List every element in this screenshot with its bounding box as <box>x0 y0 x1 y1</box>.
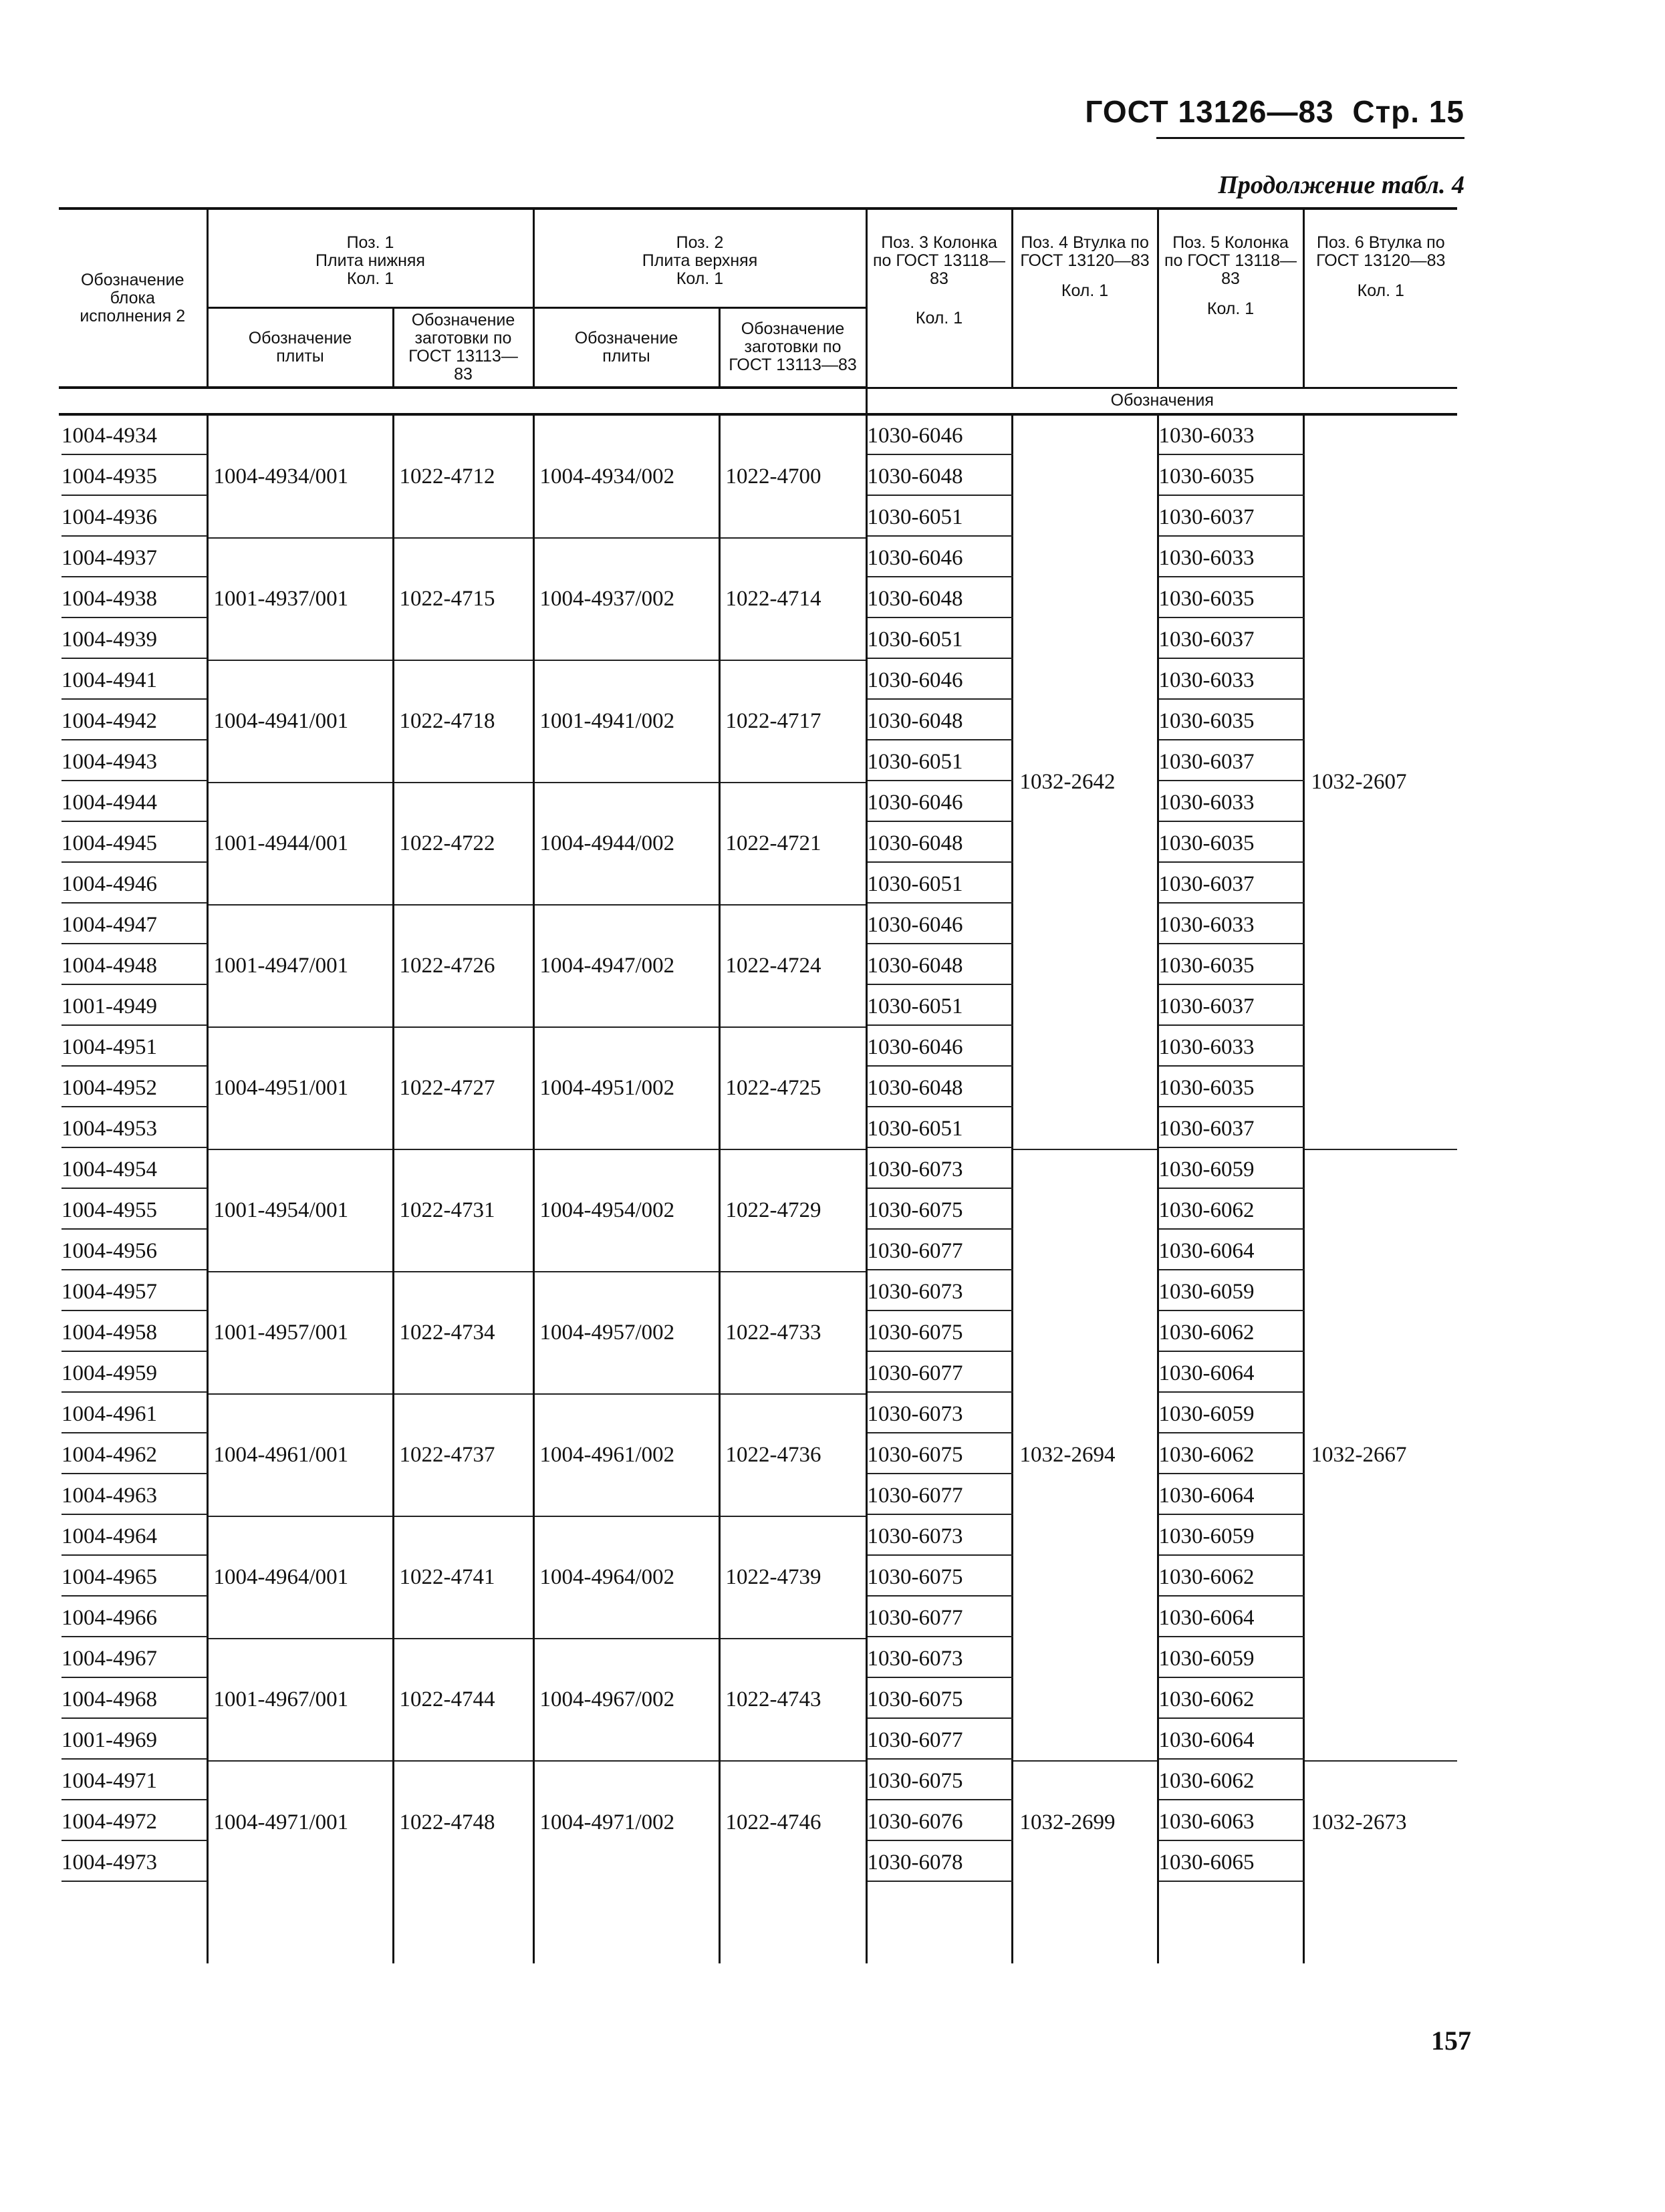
pos3-code: 1030-6077 <box>866 1476 1012 1516</box>
pos5-code: 1030-6065 <box>1158 1842 1303 1883</box>
block-designation: 1004-4966 <box>59 1598 207 1639</box>
pos2-blank-code: 1022-4729 <box>719 1149 866 1272</box>
pos1-plate-designation: Обозначение плиты <box>207 307 393 388</box>
pos1-blank-code: 1022-4726 <box>393 905 533 1027</box>
pos5-code: 1030-6033 <box>1158 660 1303 701</box>
pos5-code: 1030-6062 <box>1158 1557 1303 1598</box>
standard-number: ГОСТ 13126—83 <box>1085 94 1334 129</box>
pos3-code: 1030-6051 <box>866 1109 1012 1149</box>
pos1-plate-code: 1001-4937/001 <box>207 538 393 660</box>
pos2-plate-code: 1004-4957/002 <box>533 1272 719 1394</box>
block-designation: 1001-4949 <box>59 986 207 1027</box>
pos2-plate-code: 1004-4954/002 <box>533 1149 719 1272</box>
designations-label: Обозначения <box>866 388 1457 414</box>
table-row <box>59 1149 1457 1190</box>
pos5-code: 1030-6064 <box>1158 1598 1303 1639</box>
block-designation: 1004-4952 <box>59 1068 207 1109</box>
header-rule <box>1156 137 1464 139</box>
pos2-blank-code: 1022-4743 <box>719 1639 866 1761</box>
pos2-blank-code: 1022-4725 <box>719 1027 866 1149</box>
pos1-blank-code: 1022-4727 <box>393 1027 533 1149</box>
pos3-code: 1030-6051 <box>866 497 1012 538</box>
pos5-code: 1030-6035 <box>1158 823 1303 864</box>
pos1-plate-code: 1004-4934/001 <box>207 414 393 538</box>
table-body <box>59 414 1457 1963</box>
pos2-blank-code: 1022-4733 <box>719 1272 866 1394</box>
pos6-header: Поз. 6 Втулка по ГОСТ 13120—83 Кол. 1 <box>1303 209 1457 388</box>
pos3-code: 1030-6078 <box>866 1842 1012 1883</box>
pos1-plate-code: 1004-4971/001 <box>207 1761 393 1883</box>
pos5-code: 1030-6059 <box>1158 1516 1303 1557</box>
block-designation: 1004-4954 <box>59 1149 207 1190</box>
block-designation: 1004-4937 <box>59 538 207 579</box>
pos5-code: 1030-6033 <box>1158 414 1303 456</box>
block-designation: 1004-4939 <box>59 619 207 660</box>
pos5-code: 1030-6037 <box>1158 986 1303 1027</box>
pos3-header: Поз. 3 Колонка по ГОСТ 13118—83 Кол. 1 <box>866 209 1012 388</box>
pos5-code: 1030-6059 <box>1158 1272 1303 1312</box>
pos5-code: 1030-6037 <box>1158 742 1303 783</box>
pos4-code: 1032-2694 <box>1012 1149 1158 1761</box>
table-row <box>59 1516 1457 1557</box>
block-designation: 1004-4935 <box>59 456 207 497</box>
pos2-plate-code: 1004-4961/002 <box>533 1394 719 1516</box>
block-designation: 1004-4956 <box>59 1231 207 1272</box>
block-designation: 1004-4947 <box>59 905 207 946</box>
block-designation: 1004-4953 <box>59 1109 207 1149</box>
table-row <box>59 1639 1457 1679</box>
pos1-plate-code: 1001-4957/001 <box>207 1272 393 1394</box>
table-head <box>59 209 1457 414</box>
pos5-code: 1030-6062 <box>1158 1435 1303 1476</box>
pos5-code: 1030-6064 <box>1158 1720 1303 1761</box>
block-designation: 1004-4934 <box>59 414 207 456</box>
table-row <box>59 905 1457 946</box>
pos3-code: 1030-6077 <box>866 1353 1012 1394</box>
pos2-blank-code: 1022-4721 <box>719 783 866 905</box>
pos5-code: 1030-6064 <box>1158 1353 1303 1394</box>
pos5-code: 1030-6059 <box>1158 1394 1303 1435</box>
page-number: 157 <box>1431 2026 1471 2056</box>
pos2-plate-code: 1004-4947/002 <box>533 905 719 1027</box>
pos3-code: 1030-6048 <box>866 579 1012 619</box>
pos2-blank-code: 1022-4746 <box>719 1761 866 1883</box>
block-designation: 1004-4938 <box>59 579 207 619</box>
pos3-code: 1030-6048 <box>866 701 1012 742</box>
pos6-code: 1032-2673 <box>1303 1761 1457 1883</box>
pos5-code: 1030-6037 <box>1158 1109 1303 1149</box>
block-designation: 1004-4971 <box>59 1761 207 1802</box>
table-row <box>59 1272 1457 1312</box>
block-designation: 1004-4957 <box>59 1272 207 1312</box>
pos2-blank-code: 1022-4739 <box>719 1516 866 1639</box>
pos1-blank-code: 1022-4741 <box>393 1516 533 1639</box>
pos5-code: 1030-6062 <box>1158 1312 1303 1353</box>
pos3-code: 1030-6051 <box>866 619 1012 660</box>
pos3-code: 1030-6048 <box>866 456 1012 497</box>
pos5-code: 1030-6033 <box>1158 1027 1303 1068</box>
block-designation: 1004-4967 <box>59 1639 207 1679</box>
pos5-code: 1030-6037 <box>1158 619 1303 660</box>
block-designation: 1004-4964 <box>59 1516 207 1557</box>
pos1-plate-code: 1001-4947/001 <box>207 905 393 1027</box>
pos2-plate-code: 1004-4951/002 <box>533 1027 719 1149</box>
block-designation: 1004-4968 <box>59 1679 207 1720</box>
pos3-code: 1030-6048 <box>866 823 1012 864</box>
pos5-header: Поз. 5 Колонка по ГОСТ 13118—83 Кол. 1 <box>1158 209 1303 388</box>
pos2-plate-code: 1004-4967/002 <box>533 1639 719 1761</box>
continuation-note: Продолжение табл. 4 <box>1218 171 1464 199</box>
pos3-code: 1030-6073 <box>866 1516 1012 1557</box>
pos5-code: 1030-6059 <box>1158 1149 1303 1190</box>
pos3-code: 1030-6076 <box>866 1802 1012 1842</box>
table-row <box>59 1394 1457 1435</box>
block-designation: 1004-4962 <box>59 1435 207 1476</box>
pos3-code: 1030-6075 <box>866 1679 1012 1720</box>
pos1-plate-code: 1004-4951/001 <box>207 1027 393 1149</box>
pos5-code: 1030-6035 <box>1158 456 1303 497</box>
pos1-plate-code: 1001-4944/001 <box>207 783 393 905</box>
table-row <box>59 660 1457 701</box>
pos5-code: 1030-6064 <box>1158 1476 1303 1516</box>
table-row <box>59 783 1457 823</box>
pos3-code: 1030-6051 <box>866 986 1012 1027</box>
pos3-code: 1030-6077 <box>866 1598 1012 1639</box>
block-designation: 1004-4963 <box>59 1476 207 1516</box>
page-label: Стр. 15 <box>1352 94 1464 129</box>
pos1-blank-code: 1022-4734 <box>393 1272 533 1394</box>
block-designation: 1004-4961 <box>59 1394 207 1435</box>
block-designation: 1004-4972 <box>59 1802 207 1842</box>
block-designation: 1004-4936 <box>59 497 207 538</box>
pos1-plate-code: 1001-4954/001 <box>207 1149 393 1272</box>
block-designation: 1004-4943 <box>59 742 207 783</box>
pos3-code: 1030-6051 <box>866 864 1012 905</box>
block-designation: 1004-4948 <box>59 946 207 986</box>
pos4-code: 1032-2699 <box>1012 1761 1158 1883</box>
block-designation: 1004-4965 <box>59 1557 207 1598</box>
pos2-plate-designation: Обозначение плиты <box>533 307 719 388</box>
table-row <box>59 414 1457 456</box>
pos1-plate-code: 1004-4941/001 <box>207 660 393 783</box>
pos3-code: 1030-6075 <box>866 1761 1012 1802</box>
pos5-code: 1030-6062 <box>1158 1190 1303 1231</box>
pos1-blank-code: 1022-4737 <box>393 1394 533 1516</box>
pos5-code: 1030-6037 <box>1158 864 1303 905</box>
pos3-code: 1030-6077 <box>866 1720 1012 1761</box>
pos2-blank-designation: Обозначение заготовки по ГОСТ 13113—83 <box>719 307 866 388</box>
pos5-code: 1030-6063 <box>1158 1802 1303 1842</box>
pos5-code: 1030-6062 <box>1158 1761 1303 1802</box>
pos5-code: 1030-6035 <box>1158 1068 1303 1109</box>
pos6-code: 1032-2667 <box>1303 1149 1457 1761</box>
pos2-plate-code: 1004-4937/002 <box>533 538 719 660</box>
pos3-code: 1030-6046 <box>866 414 1012 456</box>
block-designation: 1004-4958 <box>59 1312 207 1353</box>
pos2-plate-code: 1004-4944/002 <box>533 783 719 905</box>
pos2-blank-code: 1022-4714 <box>719 538 866 660</box>
pos4-code: 1032-2642 <box>1012 414 1158 1149</box>
block-designation: 1004-4973 <box>59 1842 207 1883</box>
pos1-plate-code: 1004-4961/001 <box>207 1394 393 1516</box>
pos1-plate-code: 1004-4964/001 <box>207 1516 393 1639</box>
pos3-code: 1030-6048 <box>866 946 1012 986</box>
pos3-code: 1030-6048 <box>866 1068 1012 1109</box>
pos3-code: 1030-6075 <box>866 1190 1012 1231</box>
pos2-blank-code: 1022-4736 <box>719 1394 866 1516</box>
pos3-code: 1030-6046 <box>866 783 1012 823</box>
pos4-header: Поз. 4 Втулка по ГОСТ 13120—83 Кол. 1 <box>1012 209 1158 388</box>
pos5-code: 1030-6062 <box>1158 1679 1303 1720</box>
page-header <box>1085 94 1464 130</box>
block-designation: 1004-4959 <box>59 1353 207 1394</box>
table-row <box>59 1027 1457 1068</box>
pos5-code: 1030-6035 <box>1158 579 1303 619</box>
pos3-code: 1030-6075 <box>866 1557 1012 1598</box>
pos2-blank-code: 1022-4717 <box>719 660 866 783</box>
pos1-header: Поз. 1 Плита нижняя Кол. 1 <box>207 209 533 307</box>
pos5-code: 1030-6033 <box>1158 538 1303 579</box>
pos3-code: 1030-6073 <box>866 1394 1012 1435</box>
pos1-blank-designation: Обозначение заготовки по ГОСТ 13113—83 <box>393 307 533 388</box>
table-row <box>59 538 1457 579</box>
pos3-code: 1030-6075 <box>866 1312 1012 1353</box>
pos5-code: 1030-6035 <box>1158 701 1303 742</box>
pos5-code: 1030-6033 <box>1158 905 1303 946</box>
pos3-code: 1030-6046 <box>866 905 1012 946</box>
pos2-header: Поз. 2 Плита верхняя Кол. 1 <box>533 209 866 307</box>
pos3-code: 1030-6073 <box>866 1639 1012 1679</box>
spec-table <box>59 207 1457 1963</box>
pos3-code: 1030-6073 <box>866 1149 1012 1190</box>
pos3-code: 1030-6075 <box>866 1435 1012 1476</box>
pos5-code: 1030-6037 <box>1158 497 1303 538</box>
col-block-designation: Обозначение блока исполнения 2 <box>59 209 207 388</box>
block-designation: 1004-4945 <box>59 823 207 864</box>
block-designation: 1004-4955 <box>59 1190 207 1231</box>
pos2-plate-code: 1001-4941/002 <box>533 660 719 783</box>
pos2-blank-code: 1022-4700 <box>719 414 866 538</box>
pos1-blank-code: 1022-4748 <box>393 1761 533 1883</box>
pos1-blank-code: 1022-4722 <box>393 783 533 905</box>
pos1-blank-code: 1022-4744 <box>393 1639 533 1761</box>
pos5-code: 1030-6033 <box>1158 783 1303 823</box>
pos1-blank-code: 1022-4718 <box>393 660 533 783</box>
pos1-blank-code: 1022-4712 <box>393 414 533 538</box>
block-designation: 1004-4941 <box>59 660 207 701</box>
pos3-code: 1030-6046 <box>866 1027 1012 1068</box>
block-designation: 1004-4951 <box>59 1027 207 1068</box>
pos3-code: 1030-6051 <box>866 742 1012 783</box>
pos1-blank-code: 1022-4731 <box>393 1149 533 1272</box>
table-row <box>59 1761 1457 1802</box>
pos3-code: 1030-6046 <box>866 538 1012 579</box>
pos2-blank-code: 1022-4724 <box>719 905 866 1027</box>
block-designation: 1004-4944 <box>59 783 207 823</box>
pos1-blank-code: 1022-4715 <box>393 538 533 660</box>
pos2-plate-code: 1004-4971/002 <box>533 1761 719 1883</box>
pos2-plate-code: 1004-4934/002 <box>533 414 719 538</box>
pos5-code: 1030-6064 <box>1158 1231 1303 1272</box>
pos6-code: 1032-2607 <box>1303 414 1457 1149</box>
pos5-code: 1030-6059 <box>1158 1639 1303 1679</box>
pos2-plate-code: 1004-4964/002 <box>533 1516 719 1639</box>
pos3-code: 1030-6073 <box>866 1272 1012 1312</box>
block-designation: 1004-4942 <box>59 701 207 742</box>
pos3-code: 1030-6077 <box>866 1231 1012 1272</box>
block-designation: 1001-4969 <box>59 1720 207 1761</box>
block-designation: 1004-4946 <box>59 864 207 905</box>
pos1-plate-code: 1001-4967/001 <box>207 1639 393 1761</box>
pos5-code: 1030-6035 <box>1158 946 1303 986</box>
pos3-code: 1030-6046 <box>866 660 1012 701</box>
